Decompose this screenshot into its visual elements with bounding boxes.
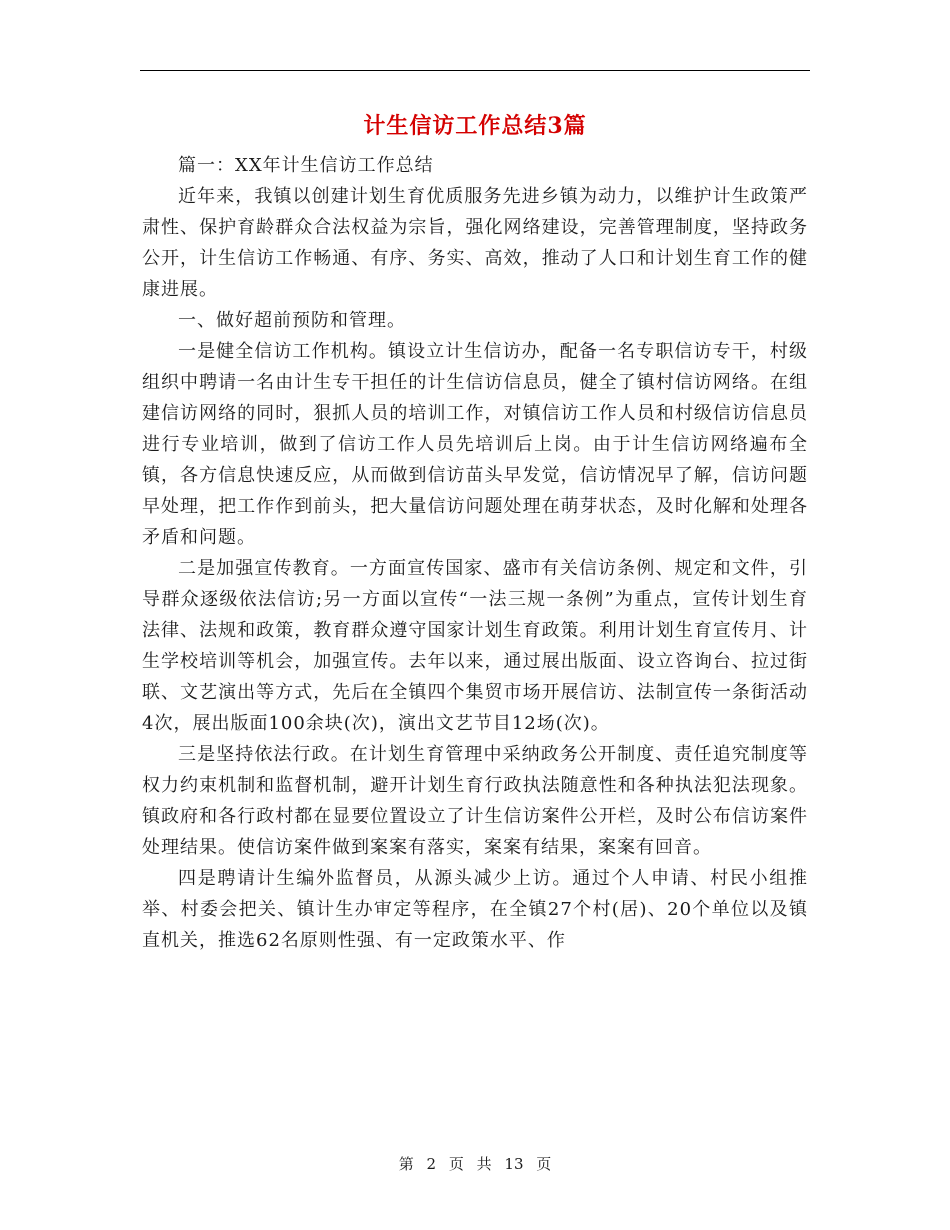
paragraph-point-4: 四是聘请计生编外监督员，从源头减少上访。通过个人申请、村民小组推举、村委会把关、镇计生办审定等程序，在全镇27个村(居)、20个单位以及镇直机关，推选62名原则性强、有一定政策水平、作 xyxy=(142,868,808,951)
document-title: 计生信访工作总结3篇 xyxy=(363,113,587,139)
total-pages-number: 13 xyxy=(504,1155,524,1173)
paragraph-point-2: 二是加强宣传教育。一方面宣传国家、盛市有关信访条例、规定和文件，引导群众逐级依法信访;另一方面以宣传“一法三规一条例”为重点，宣传计划生育法律、法规和政策，教育群众遵守国家计划生育政策。利用计划生育宣传月、计生学校培训等机会，加强宣传。去年以来，通过展出版面、设立咨询台、拉过街联、文艺演出等方式，先后在全镇四个集贸市场开展信访、法制宣传一条街活动4次，展出版面100余块(次)，演出文艺节目12场(次)。 xyxy=(142,558,808,734)
page-label: 第 xyxy=(398,1155,414,1173)
current-page-number: 2 xyxy=(426,1155,437,1173)
header-rule xyxy=(140,70,810,71)
document-body xyxy=(142,150,808,956)
total-word: 页 xyxy=(536,1155,552,1173)
page-footer xyxy=(0,1152,950,1176)
section-heading: 篇一：XX年计生信访工作总结 xyxy=(178,155,434,176)
total-label: 共 xyxy=(476,1155,492,1173)
paragraph-point-3: 三是坚持依法行政。在计划生育管理中采纳政务公开制度、责任追究制度等权力约束机制和监督机制，避开计划生育行政执法随意性和各种执法犯法现象。镇政府和各行政村都在显要位置设立了计生信访案件公开栏，及时公布信访案件处理结果。使信访案件做到案案有落实，案案有结果，案案有回音。 xyxy=(142,744,808,858)
intro-paragraph: 近年来，我镇以创建计划生育优质服务先进乡镇为动力，以维护计生政策严肃性、保护育龄群众合法权益为宗旨，强化网络建设，完善管理制度，坚持政务公开，计生信访工作畅通、有序、务实、高效，推动了人口和计划生育工作的健康进展。 xyxy=(142,186,808,300)
paragraph-point-1: 一是健全信访工作机构。镇设立计生信访办，配备一名专职信访专干，村级组织中聘请一名由计生专干担任的计生信访信息员，健全了镇村信访网络。在组建信访网络的同时，狠抓人员的培训工作，对镇信访工作人员和村级信访信息员进行专业培训，做到了信访工作人员先培训后上岗。由于计生信访网络遍布全镇，各方信息快速反应，从而做到信访苗头早发觉，信访情况早了解，信访问题早处理，把工作作到前头，把大量信访问题处理在萌芽状态，及时化解和处理各矛盾和问题。 xyxy=(142,341,808,548)
subheading-prevention: 一、做好超前预防和管理。 xyxy=(178,310,406,331)
page-word: 页 xyxy=(448,1155,464,1173)
